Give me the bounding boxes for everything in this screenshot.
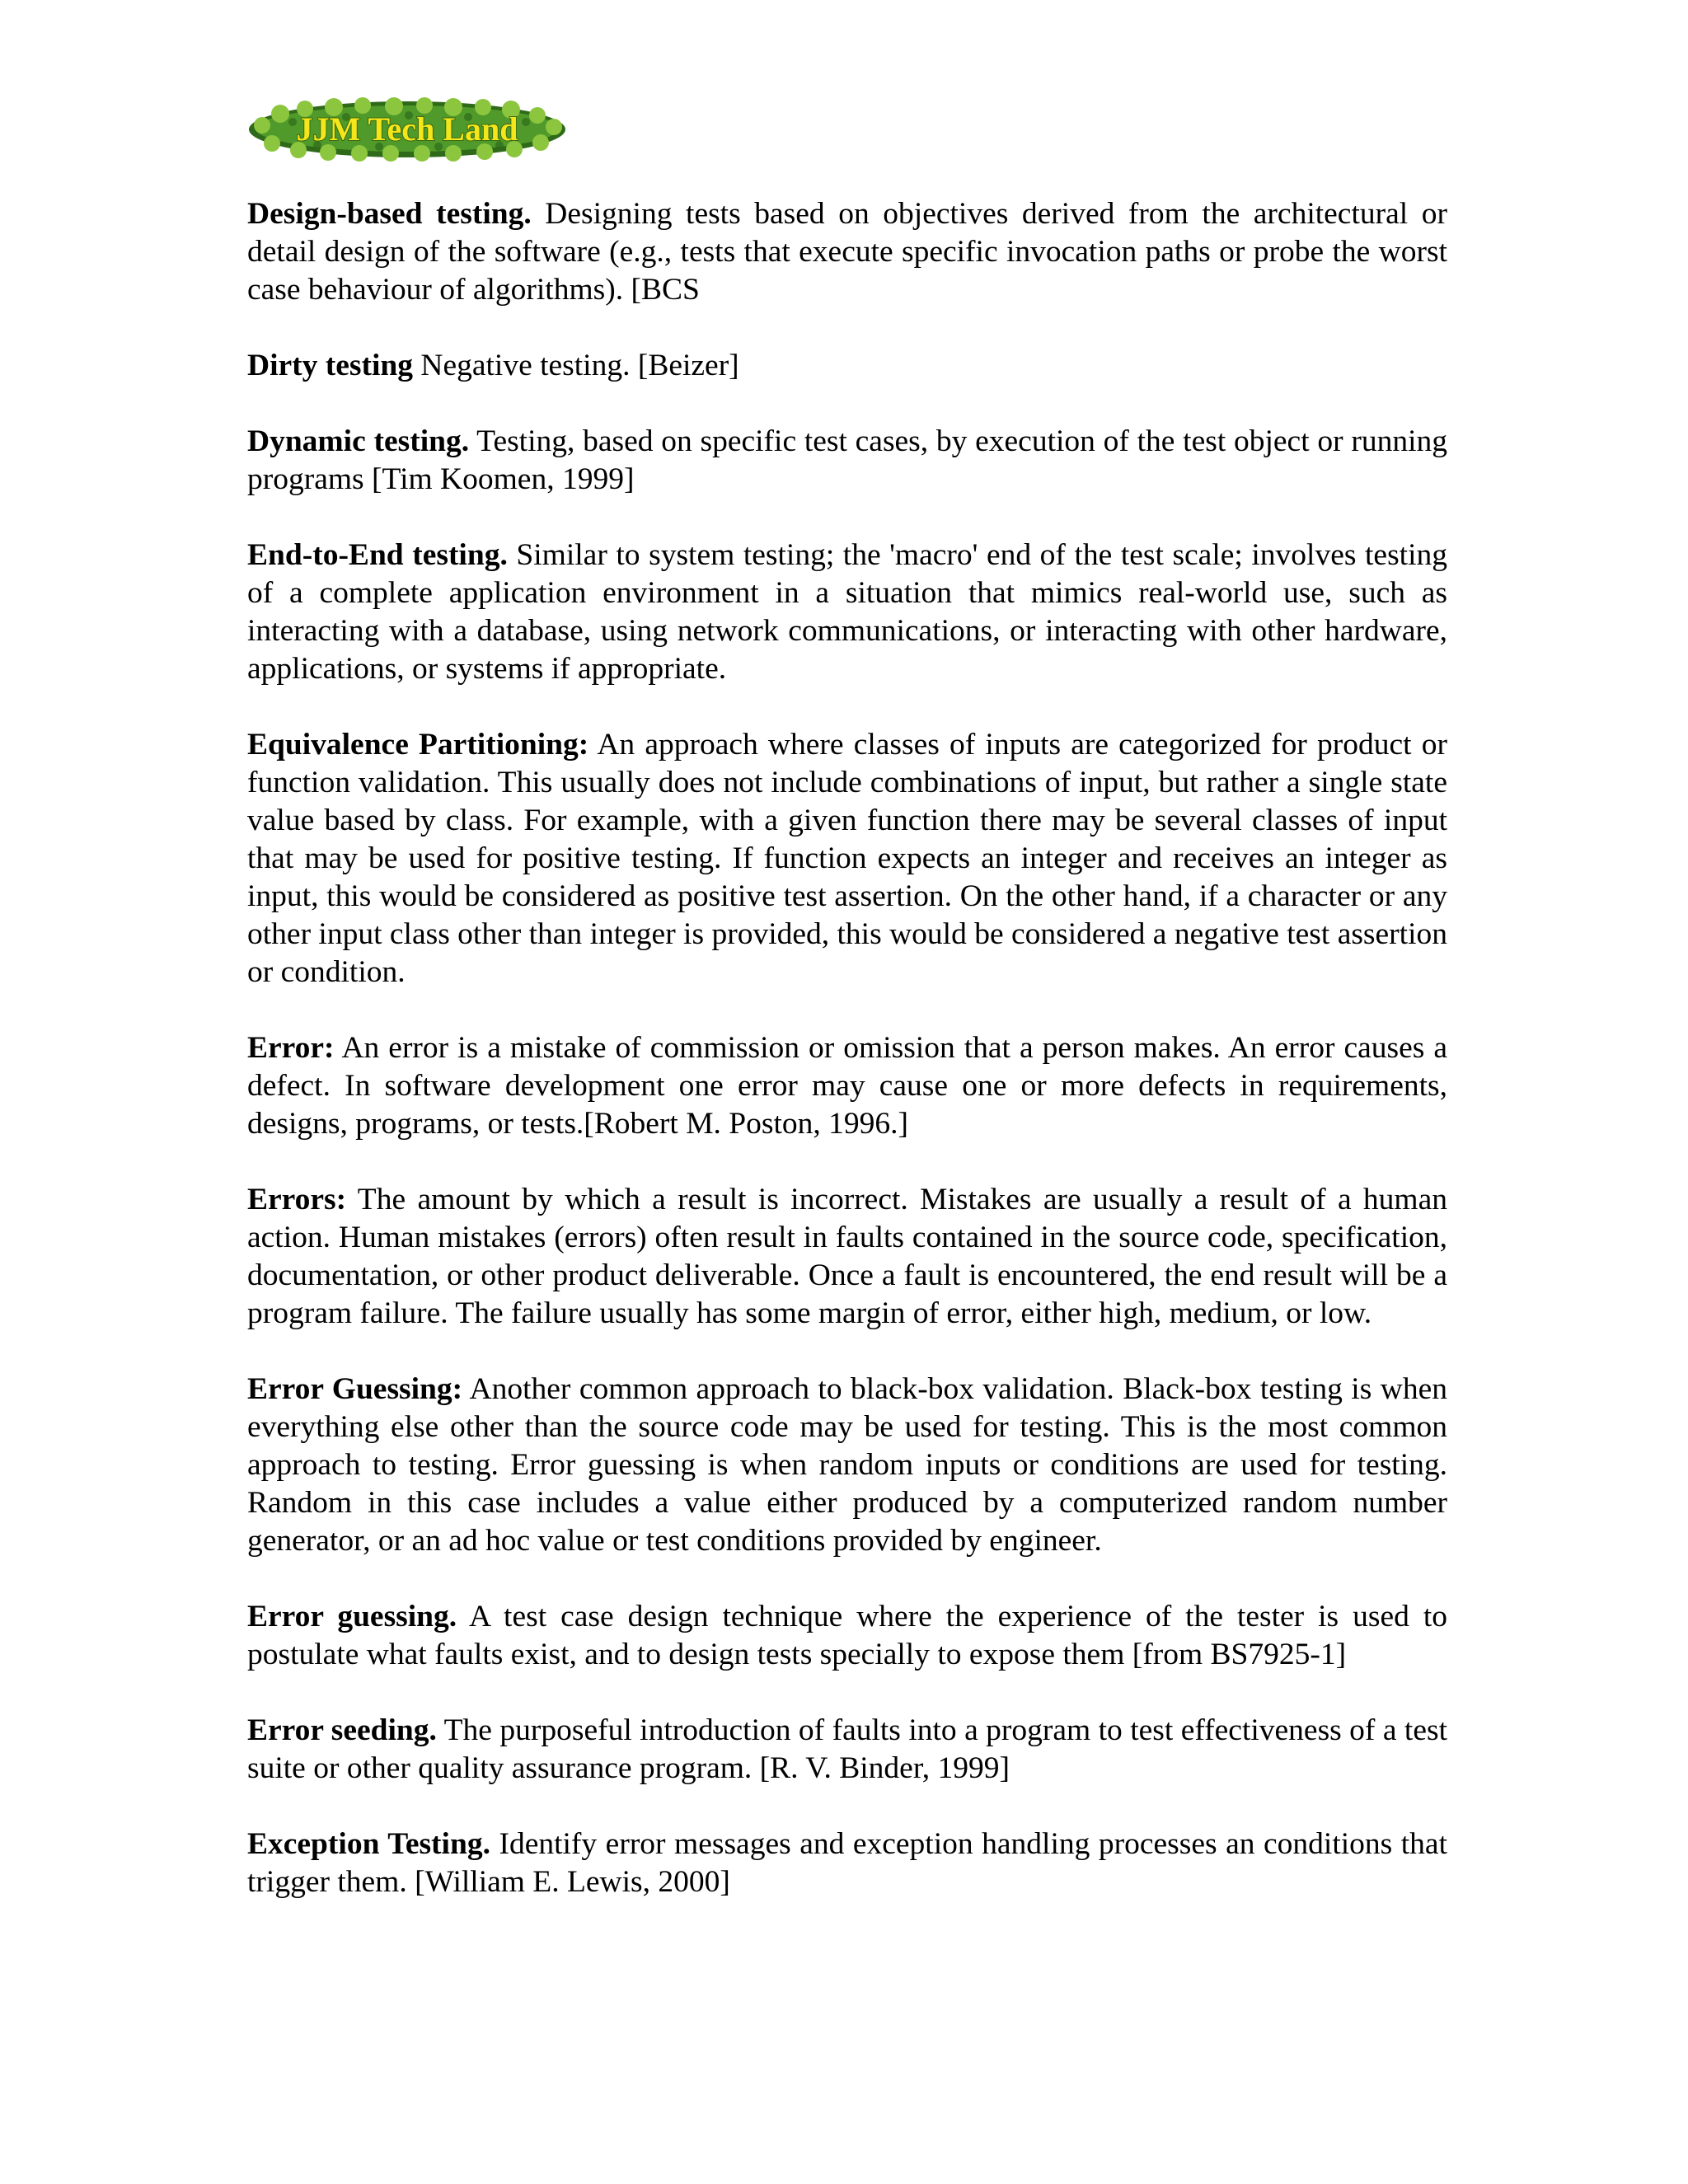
glossary-entry-exception-testing <box>247 1825 1447 1901</box>
glossary-term: Error Guessing: <box>247 1372 463 1406</box>
glossary-term: Exception Testing. <box>247 1827 490 1861</box>
glossary-definition: Another common approach to black-box validation. Black-box testing is when everything else other than the source code may be used for testing. This is the most common approach to testing. Error guessing is when random inputs or conditions are used for testing. Random in this case includes a value either produced by a computerized random number generator, or an ad hoc value or test conditions provided by engineer. <box>247 1372 1447 1558</box>
glossary-definition: An approach where classes of inputs are categorized for product or function validation. This usually does not include combinations of input, but rather a single state value based by class. For example, with a given function there may be several classes of input that may be used for positive testing. If function expects an integer and receives an integer as input, this would be considered as positive test assertion. On the other hand, if a character or any other input class other than integer is provided, this would be considered a negative test assertion or condition. <box>247 728 1447 989</box>
glossary-definition: An error is a mistake of commission or omission that a person makes. An error causes a defect. In software development one error may cause one or more defects in requirements, designs, programs, or tests.[Robert M. Poston, 1996.] <box>247 1031 1447 1141</box>
glossary-term: Error: <box>247 1031 335 1065</box>
glossary-term: End-to-End testing. <box>247 538 508 572</box>
glossary-entry-dirty-testing <box>247 347 1447 385</box>
glossary-definition: The purposeful introduction of faults into a program to test effectiveness of a test suite or other quality assurance program. [R. V. Binder, 1999] <box>247 1713 1447 1785</box>
glossary-entry-error-guessing-technique <box>247 1598 1447 1674</box>
glossary-entry-error-seeding <box>247 1712 1447 1788</box>
glossary-entry-end-to-end-testing <box>247 537 1447 688</box>
glossary-definition: The amount by which a result is incorrect. Mistakes are usually a result of a human action. Human mistakes (errors) often result in faults contained in the source code, specification, documentation, or other product deliverable. Once a fault is encountered, the end result will be a program failure. The failure usually has some margin of error, either high, medium, or low. <box>247 1183 1447 1330</box>
glossary-entry-design-based-testing <box>247 195 1447 309</box>
glossary-definition: Similar to system testing; the 'macro' end of the test scale; involves testing of a complete application environment in a situation that mimics real-world use, such as interacting with a database, using network communications, or interacting with other hardware, applications, or systems if appropriate. <box>247 538 1447 686</box>
glossary-term: Errors: <box>247 1183 347 1216</box>
glossary-term: Dirty testing <box>247 349 413 382</box>
glossary-entry-equivalence-partitioning <box>247 726 1447 991</box>
glossary-term: Error seeding. <box>247 1713 437 1747</box>
glossary-content <box>247 195 1447 1939</box>
jjm-tech-land-logo <box>247 97 567 162</box>
glossary-entry-error <box>247 1029 1447 1143</box>
glossary-definition: Identify error messages and exception handling processes an conditions that trigger them. [William E. Lewis, 2000] <box>247 1827 1447 1899</box>
glossary-term: Design-based testing. <box>247 197 532 231</box>
logo-text: JJM Tech Land <box>296 110 518 148</box>
glossary-term: Dynamic testing. <box>247 424 470 458</box>
glossary-definition: Negative testing. [Beizer] <box>413 349 739 382</box>
glossary-definition: Testing, based on specific test cases, by execution of the test object or running programs [Tim Koomen, 1999] <box>247 424 1447 496</box>
glossary-entry-dynamic-testing <box>247 423 1447 499</box>
glossary-term: Equivalence Partitioning: <box>247 728 589 762</box>
glossary-definition: A test case design technique where the experience of the tester is used to postulate what faults exist, and to design tests specially to expose them [from BS7925-1] <box>247 1600 1447 1671</box>
glossary-term: Error guessing. <box>247 1600 457 1633</box>
glossary-entry-error-guessing-approach <box>247 1371 1447 1560</box>
glossary-entry-errors <box>247 1181 1447 1333</box>
glossary-definition: Designing tests based on objectives derived from the architectural or detail design of the software (e.g., tests that execute specific invocation paths or probe the worst case behaviour of algorithms). [BCS <box>247 197 1447 307</box>
